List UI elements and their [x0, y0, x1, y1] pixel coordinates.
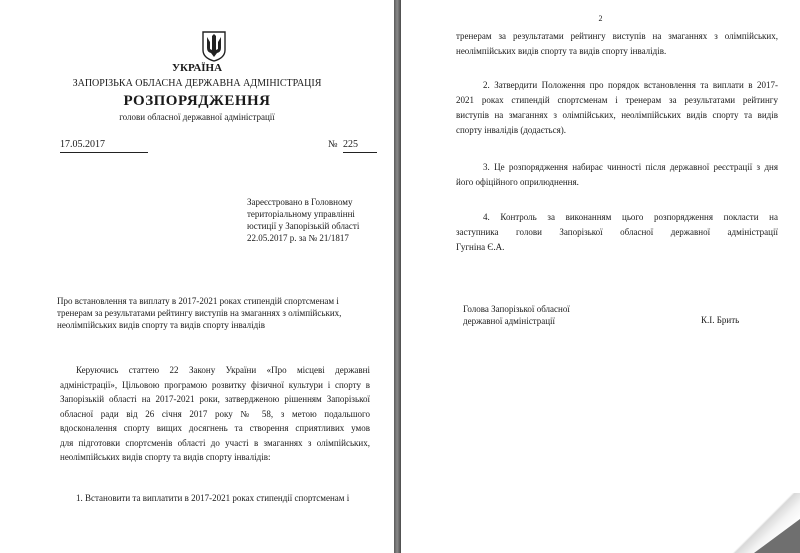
item-1: 1. Встановити та виплатити в 2017-2021 роках стипендії спортсменам і	[76, 493, 350, 503]
coat-of-arms-icon	[201, 30, 227, 62]
document-page-2	[401, 0, 800, 553]
subject-line: неолімпійських видів спорту та видів спорту інвалідів	[57, 320, 265, 330]
signature-position	[463, 303, 663, 327]
body-line: Запорізькій області на 2017-2021 роки, затвердженою рішенням Запорізької	[60, 394, 370, 404]
registration-line: 22.05.2017 р. за № 21/1817	[247, 233, 349, 243]
body-line: 2021 роках стипендій спортсменам і тренерам за результатами рейтингу	[456, 95, 778, 105]
body-line: адміністрації», Цільовою програмою розвитку фізичної культури і спорту в	[60, 379, 370, 390]
document-number: 225	[343, 138, 377, 153]
body-line: заступника голови Запорізької обласної державної адміністрації	[456, 227, 778, 237]
item-4	[456, 210, 778, 255]
body-line: 3. Це розпорядження набирає чинності після державної реєстрації з дня	[483, 162, 778, 172]
signature-position-line: державної адміністрації	[463, 316, 556, 326]
signatory-name: К.І. Брить	[701, 315, 740, 325]
body-line: вдосконалення спорту вищих досягнень та створення сприятливих умов	[60, 423, 370, 433]
body-line: спорту інвалідів (додається).	[456, 125, 567, 135]
body-line: Гугніна Є.А.	[456, 242, 505, 252]
signature-position-line: Голова Запорізької обласної	[463, 304, 570, 314]
body-line: обласної ради від 26 січня 2017 року № 58, з метою подальшого	[60, 408, 370, 419]
country-title: УКРАЇНА	[171, 62, 223, 74]
body-line: виступів на змаганнях з олімпійських, неолімпійських видів спорту та видів	[456, 110, 778, 120]
body-line: 2. Затвердити Положення про порядок встановлення та виплати в 2017-	[483, 80, 778, 90]
preamble-paragraph	[60, 363, 370, 465]
page-curl-fold	[754, 519, 800, 553]
registration-line: юстиції у Запорізькій області	[247, 221, 360, 231]
document-page-1	[0, 0, 394, 553]
page-gutter	[394, 0, 401, 553]
issuer-subtitle: голови обласної державної адміністрації	[119, 112, 275, 122]
registration-stamp	[247, 196, 387, 244]
registration-line: територіальному управлінні	[247, 209, 355, 219]
item-3	[456, 160, 778, 190]
registration-line: Зареєстровано в Головному	[247, 197, 353, 207]
body-line: неолімпійських видів спорту та видів спорту інвалідів.	[456, 46, 667, 56]
number-label: №	[328, 139, 338, 150]
body-line: тренерам за результатами рейтингу виступів на змаганнях з олімпійських,	[456, 31, 778, 41]
document-date: 17.05.2017	[60, 138, 148, 153]
subject-line: Про встановлення та виплату в 2017-2021 роках стипендій спортсменам і	[57, 296, 339, 306]
subject-line: тренерам за результатами рейтингу виступів на змаганнях з олімпійських,	[57, 308, 342, 318]
page-number: 2	[598, 14, 603, 23]
item-2	[456, 78, 778, 138]
authority-title: ЗАПОРІЗЬКА ОБЛАСНА ДЕРЖАВНА АДМІНІСТРАЦІЯ	[72, 78, 322, 89]
body-line: Керуючись статтею 22 Закону України «Про місцеві державні	[76, 365, 370, 375]
body-line: для підготовки спортсменів області до участі в змаганнях з олімпійських,	[60, 437, 370, 448]
document-type-title: РОЗПОРЯДЖЕННЯ	[123, 93, 271, 109]
body-line: його офіційного оприлюднення.	[456, 177, 579, 187]
body-line: неолімпійських видів спорту та видів спорту інвалідів:	[60, 452, 271, 462]
body-line: 4. Контроль за виконанням цього розпорядження покласти на	[483, 212, 778, 222]
item-1-continuation	[456, 29, 778, 59]
document-subject	[57, 295, 392, 331]
